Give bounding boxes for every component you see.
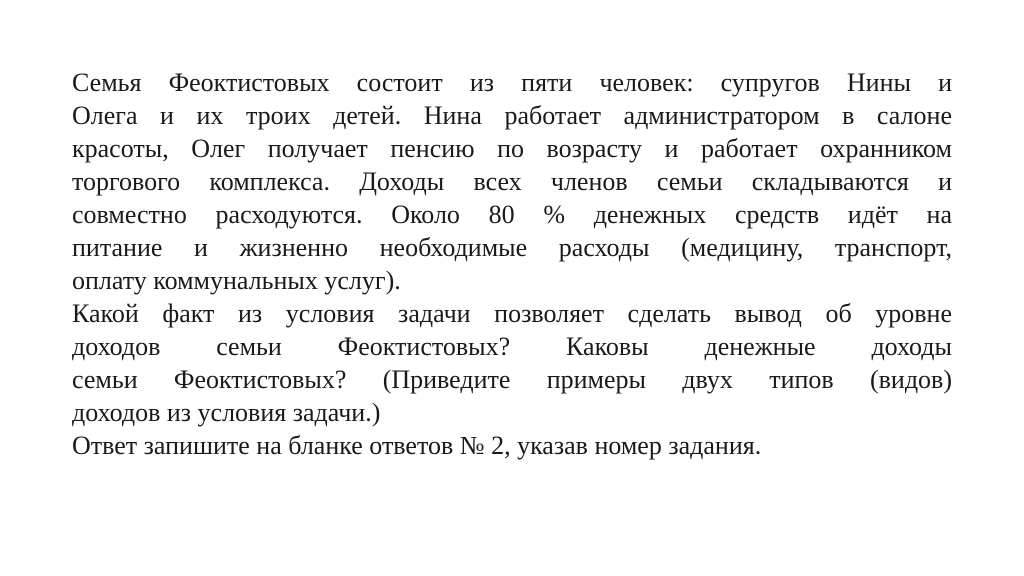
answer-instruction: Ответ запишите на бланке ответов № 2, указав номер задания. xyxy=(72,431,762,460)
condition-line-2: Олега и их троих детей. Нина работает администратором в салоне xyxy=(72,101,952,130)
question-line-4: доходов из условия задачи.) xyxy=(72,398,381,427)
condition-line-1: Семья Феоктистовых состоит из пяти человек: супругов Нины и xyxy=(72,68,952,97)
task-text xyxy=(72,66,952,462)
condition-line-7: оплату коммунальных услуг). xyxy=(72,266,401,295)
question-line-3: семьи Феоктистовых? (Приведите примеры двух типов (видов) xyxy=(72,365,952,394)
question-line-1: Какой факт из условия задачи позволяет сделать вывод об уровне xyxy=(72,299,952,328)
condition-line-6: питание и жизненно необходимые расходы (медицину, транспорт, xyxy=(72,233,952,262)
condition-line-5: совместно расходуются. Около 80 % денежных средств идёт на xyxy=(72,200,952,229)
condition-line-4: торгового комплекса. Доходы всех членов семьи складываются и xyxy=(72,167,952,196)
question-line-2: доходов семьи Феоктистовых? Каковы денежные доходы xyxy=(72,332,952,361)
condition-line-3: красоты, Олег получает пенсию по возрасту и работает охранником xyxy=(72,134,952,163)
